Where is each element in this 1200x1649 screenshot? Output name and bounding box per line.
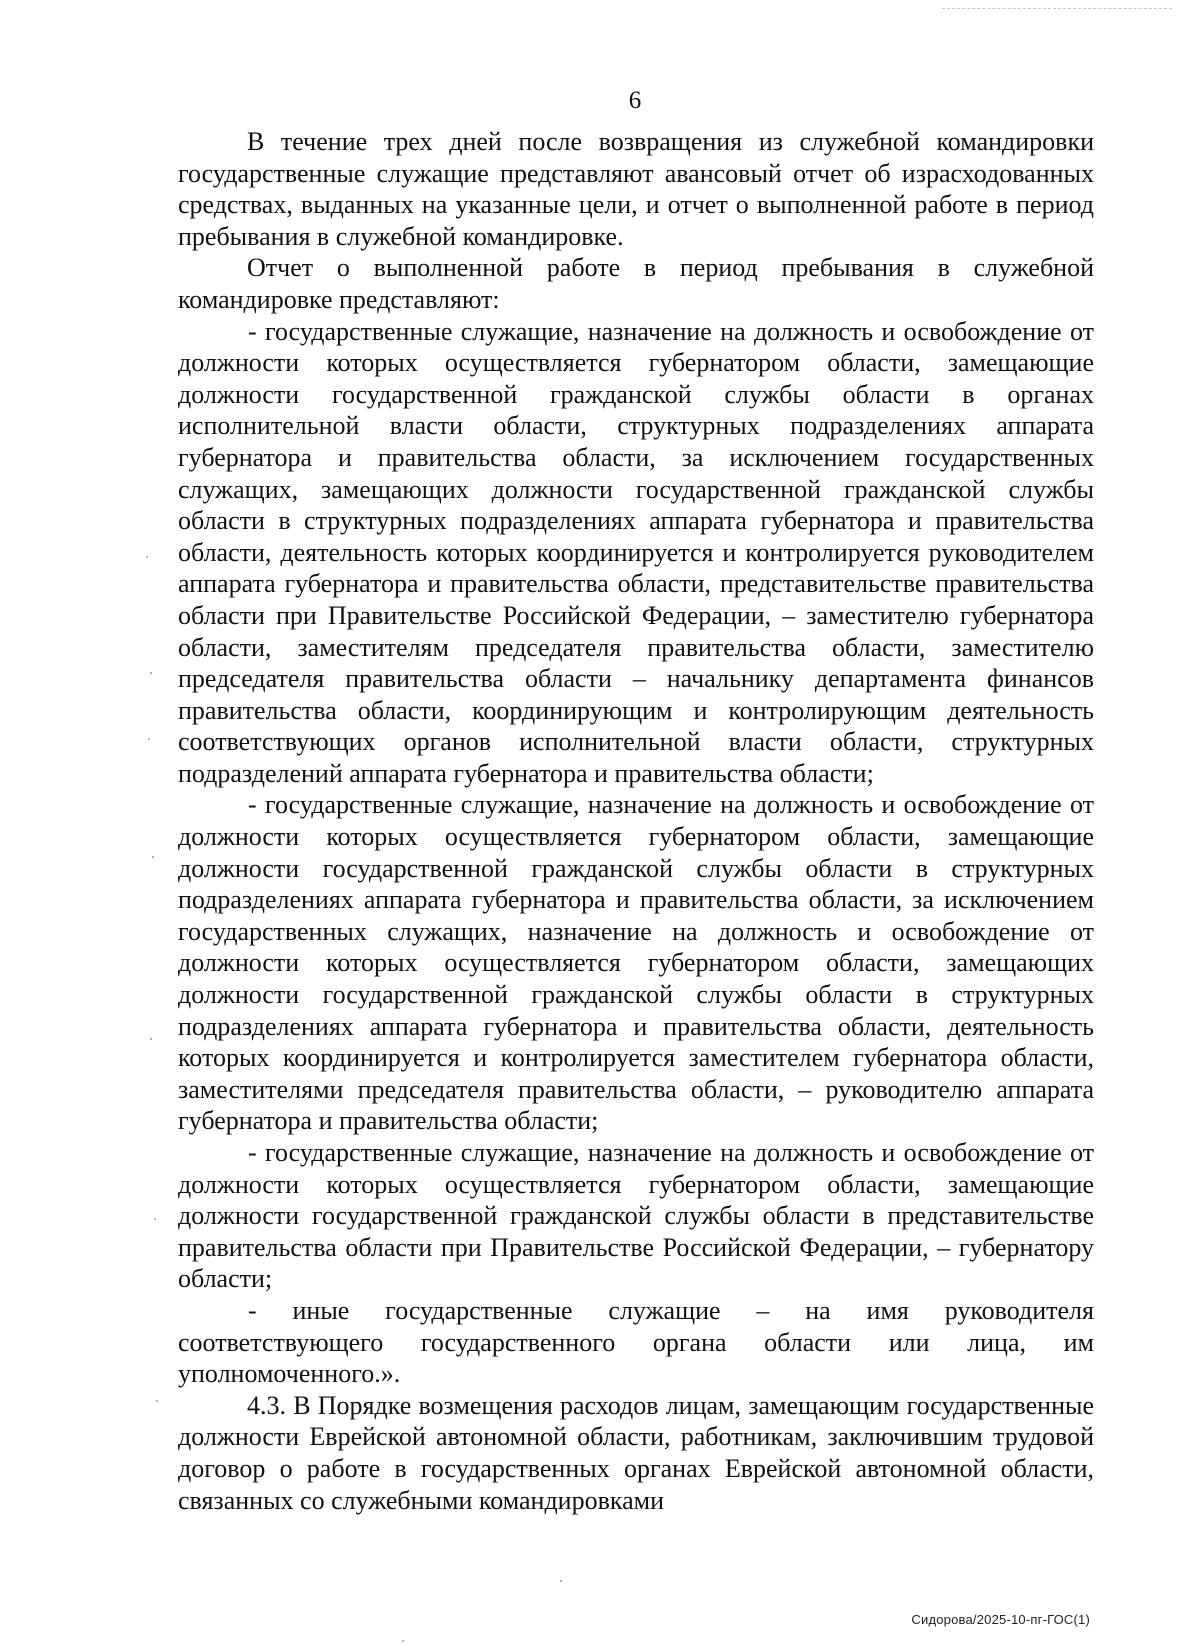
scan-speck [148,738,150,740]
scan-speck [154,1218,156,1220]
document-footer-code: Сидорова/2025-10-пг-ГОС(1) [911,1612,1090,1627]
scan-speck [150,1038,152,1040]
document-body [178,126,1094,1516]
scan-speck [560,1580,562,1582]
list-item-other-servants: - иные государственные служащие – на имя руководителя соответствующего государственного органа области или лица, им уполномоченного.». [178,1295,1094,1389]
scan-speck [402,1640,404,1642]
scan-speck [146,556,148,558]
scan-speck [152,856,154,858]
scan-artifact [942,8,1172,12]
paragraph-report-recipients-intro: Отчет о выполненной работе в период пребывания в служебной командировке представляют: [178,253,1094,314]
scan-speck [156,1400,158,1402]
page-number: 6 [628,87,642,114]
list-item-apparatus-units: - государственные служащие, назначение на должность и освобождение от должности которых осуществляется губернатором области, замещающие должности государственной гражданской службы области в структурных подразделениях аппарата губернатора и правительства области, за исключением государственных служащих, назначение на должность и освобождение от должности которых осуществляется губернатором области, замещающих должности государственной гражданской службы области в структурных подразделениях аппарата губернатора и правительства области, деятельность которых координируется и контролируется заместителем губернатора области, заместителями председателя правительства области, – руководителю аппарата губернатора и правительства области; [178,790,1094,1136]
list-item-representation: - государственные служащие, назначение на должность и освобождение от должности которых осуществляется губернатором области, замещающие должности государственной гражданской службы области в представительстве правительства области при Правительстве Российской Федерации, – губернатору области; [178,1138,1094,1294]
paragraph-report-deadline: В течение трех дней после возвращения из служебной командировки государственные служащие представляют авансовый отчет об израсходованных средствах, выданных на указанные цели, и отчет о выполненной работе в период пребывания в служебной командировке. [178,127,1094,251]
list-item-executive-bodies: - государственные служащие, назначение на должность и освобождение от должности которых осуществляется губернатором области, замещающие должности государственной гражданской службы области в органах исполнительной власти области, структурных подразделениях аппарата губернатора и правительства области, за исключением государственных служащих, замещающих должности государственной гражданской службы области в структурных подразделениях аппарата губернатора и правительства области, деятельность которых координируется и контролируется руководителем аппарата губернатора и правительства области, представительстве правительства области при Правительстве Российской Федерации, – заместителю губернатора области, заместителям председателя правительства области, заместителю председателя правительства области – начальнику департамента финансов правительства области, координирующим и контролирующим деятельность соответствующих органов исполнительной власти области, структурных подразделений аппарата губернатора и правительства области; [178,316,1094,788]
scan-speck [150,672,152,674]
paragraph-section-4-3: 4.3. В Порядке возмещения расходов лицам, замещающим государственные должности Еврейской автономной области, работникам, заключившим трудовой договор о работе в государственных органах Еврейской автономной области, связанных со служебными командировками [178,1390,1094,1515]
